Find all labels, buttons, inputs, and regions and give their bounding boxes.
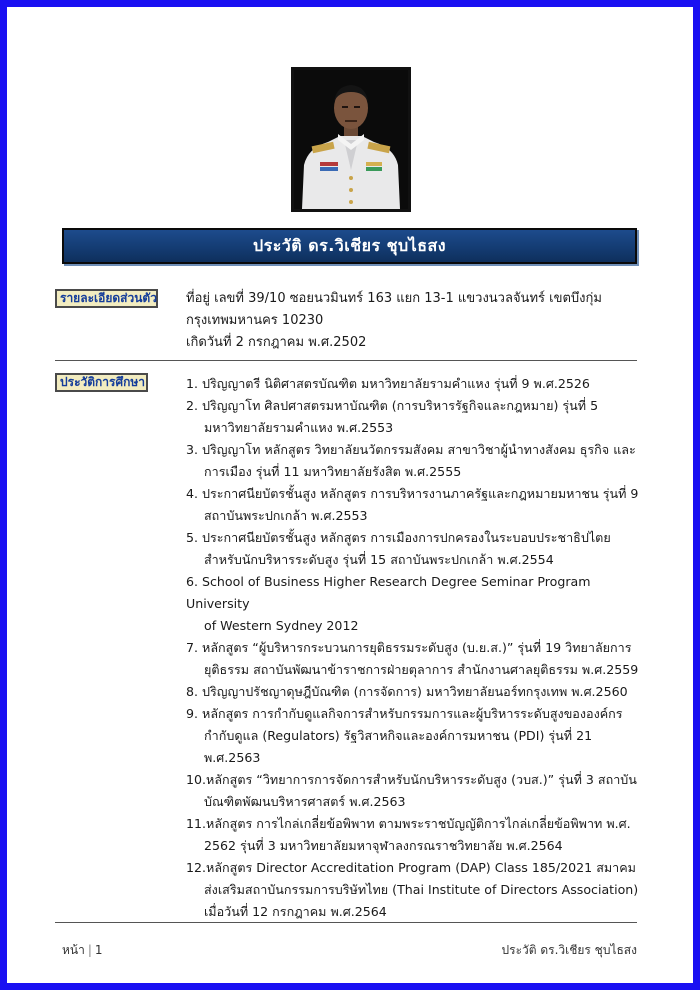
divider — [55, 360, 637, 361]
education-item: 9. หลักสูตร การกำกับดูแลกิจการสำหรับกรรมการและผู้บริหารระดับสูงขององค์กร กำกับดูแล (Regulators) รัฐวิสาหกิจและองค์การมหาชน (PDI) รุ่นที่ 21 พ.ศ.2563 — [186, 706, 623, 765]
portrait-photo — [291, 67, 411, 212]
education-item: 11.หลักสูตร การไกล่เกลี่ยข้อพิพาท ตามพระราชบัญญัติการไกล่เกลี่ยข้อพิพาท พ.ศ. 2562 รุ่นที่ 3 มหาวิทยาลัยมหาจุฬาลงกรณราชวิทยาลัย พ.ศ.2564 — [186, 816, 631, 853]
education-label: ประวัติการศึกษา — [55, 373, 148, 392]
education-item: 10.หลักสูตร “วิทยาการการจัดการสำหรับนักบริหารระดับสูง (วบส.)” รุ่นที่ 3 สถาบัน บัณฑิตพัฒนบริหารศาสตร์ พ.ศ.2563 — [186, 772, 637, 809]
address-line: ที่อยู่ เลขที่ 39/10 ซอยนวมินทร์ 163 แยก 13-1 แขวงนวลจันทร์ เขตบึงกุ่ม — [186, 291, 602, 306]
education-item: 6. School of Business Higher Research Degree Seminar Program University of Western Sydney 2012 — [186, 574, 591, 633]
page-number: หน้า | 1 — [62, 943, 103, 957]
education-item: 12.หลักสูตร Director Accreditation Program (DAP) Class 185/2021 สมาคม ส่งเสริมสถาบันกรรมการบริษัทไทย (Thai Institute of Directors Association) เมื่อวันที่ 12 กรกฎาคม พ.ศ.2564 — [186, 860, 639, 919]
education-item: 5. ประกาศนียบัตรชั้นสูง หลักสูตร การเมืองการปกครองในระบอบประชาธิปไตย สำหรับนักบริหารระดับสูง รุ่นที่ 15 สถาบันพระปกเกล้า พ.ศ.2554 — [186, 530, 611, 567]
education-item: 4. ประกาศนียบัตรชั้นสูง หลักสูตร การบริหารงานภาครัฐและกฎหมายมหาชน รุ่นที่ 9 สถาบันพระปกเกล้า พ.ศ.2553 — [186, 486, 639, 523]
page-title: ประวัติ ดร.วิเชียร ชุบไธสง — [62, 228, 637, 264]
footer-title: ประวัติ ดร.วิเชียร ชุบไธสง — [501, 943, 637, 957]
education-item: 1. ปริญญาตรี นิติศาสตรบัณฑิต มหาวิทยาลัยรามคำแหง รุ่นที่ 9 พ.ศ.2526 — [186, 376, 590, 391]
education-item: 8. ปริญญาปรัชญาดุษฎีบัณฑิต (การจัดการ) มหาวิทยาลัยนอร์ทกรุงเทพ พ.ศ.2560 — [186, 684, 628, 699]
education-item: 3. ปริญญาโท หลักสูตร วิทยาลัยนวัตกรรมสังคม สาขาวิชาผู้นำทางสังคม ธุรกิจ และ การเมือง รุ่นที่ 11 มหาวิทยาลัยรังสิต พ.ศ.2555 — [186, 442, 636, 479]
footer-divider — [55, 922, 637, 923]
education-item: 7. หลักสูตร “ผู้บริหารกระบวนการยุติธรรมระดับสูง (บ.ย.ส.)” รุ่นที่ 19 วิทยาลัยการ ยุติธรรม สถาบันพัฒนาข้าราชการฝ่ายตุลาการ สำนักงานศาลยุติธรรม พ.ศ.2559 — [186, 640, 639, 677]
personal-details — [186, 288, 642, 354]
personal-details-label: รายละเอียดส่วนตัว — [55, 289, 158, 308]
birth-date: เกิดวันที่ 2 กรกฎาคม พ.ศ.2502 — [186, 335, 367, 350]
education-list — [186, 373, 640, 923]
education-item: 2. ปริญญาโท ศิลปศาสตรมหาบัณฑิต (การบริหารรัฐกิจและกฎหมาย) รุ่นที่ 5 มหาวิทยาลัยรามคำแหง พ.ศ.2553 — [186, 398, 599, 435]
address-line: กรุงเทพมหานคร 10230 — [186, 313, 324, 328]
